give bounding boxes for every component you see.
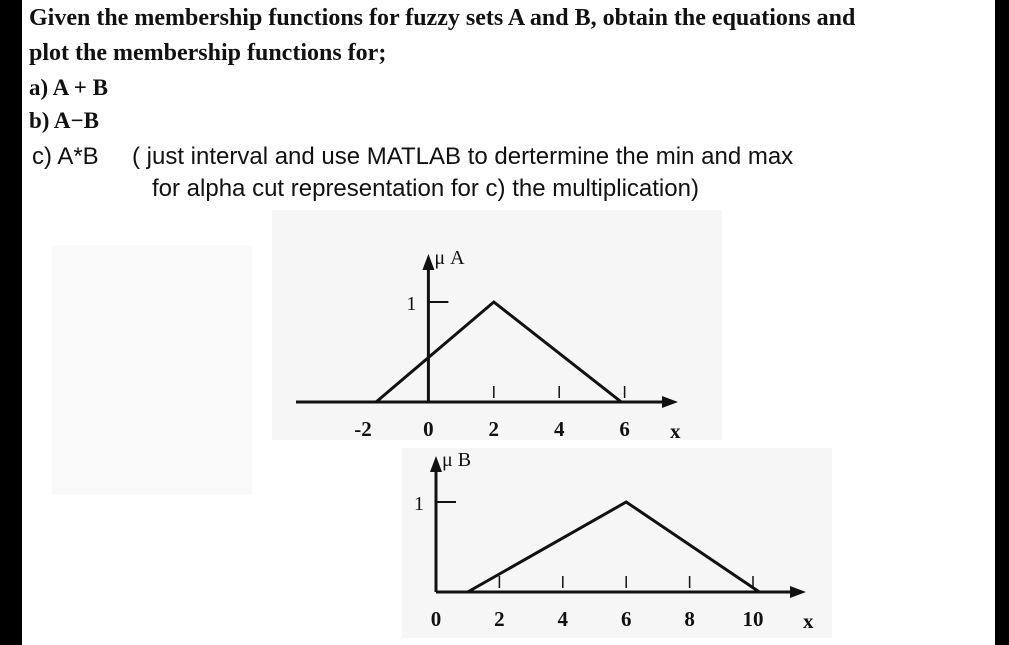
x-axis-arrow bbox=[662, 396, 678, 408]
x-tick-label: 0 bbox=[423, 417, 434, 441]
x-axis-label: x bbox=[803, 609, 814, 633]
x-tick-label: 0 bbox=[430, 607, 442, 631]
question-intro-line-2: plot the membership functions for; bbox=[29, 40, 387, 66]
x-tick-label: 2 bbox=[488, 417, 500, 441]
part-a: a) A + B bbox=[29, 75, 108, 100]
x-tick-label: 6 bbox=[620, 607, 632, 631]
x-axis-label: x bbox=[670, 419, 681, 443]
x-tick-label: 6 bbox=[619, 417, 630, 441]
x-tick-label: 8 bbox=[684, 607, 695, 631]
y-axis-arrow bbox=[422, 254, 434, 270]
x-tick-label: 4 bbox=[553, 417, 565, 441]
part-c: c) A*B bbox=[32, 143, 99, 170]
x-tick-label: 10 bbox=[742, 607, 764, 631]
membership-line bbox=[468, 502, 760, 592]
part-b: b) A−B bbox=[29, 108, 99, 133]
x-tick-label: 4 bbox=[557, 607, 569, 631]
part-c-note-line-2: for alpha cut representation for c) the multiplication) bbox=[152, 175, 699, 202]
x-axis-arrow bbox=[790, 586, 806, 598]
y-axis-label: μ B bbox=[442, 449, 472, 471]
part-c-note-line-1: ( just interval and use MATLAB to dertermine the min and max bbox=[132, 143, 794, 170]
membership-chart-a bbox=[22, 0, 995, 645]
y-tick-label: 1 bbox=[414, 493, 424, 515]
x-tick-label: -2 bbox=[354, 417, 372, 441]
y-tick-label: 1 bbox=[406, 293, 417, 315]
y-axis-label: μ A bbox=[434, 247, 465, 269]
membership-line bbox=[376, 302, 621, 402]
y-axis-arrow bbox=[430, 456, 442, 472]
x-tick-label: 2 bbox=[494, 607, 505, 631]
question-page bbox=[22, 0, 995, 645]
question-intro-line-1: Given the membership functions for fuzzy sets A and B, obtain the equations and bbox=[29, 5, 856, 31]
